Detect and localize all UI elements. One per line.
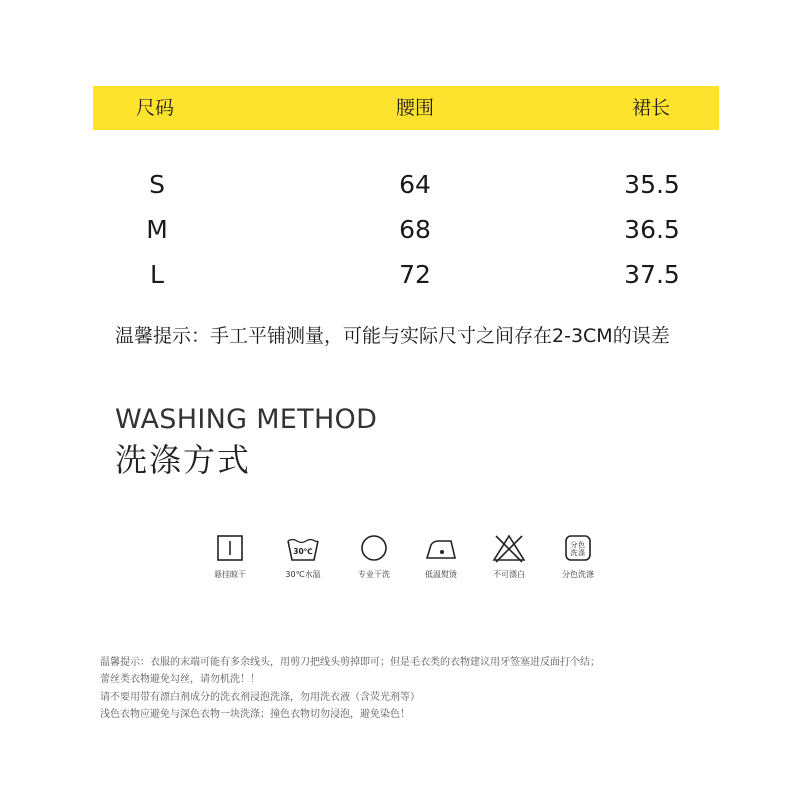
care-wash-30 bbox=[273, 533, 333, 589]
hang-dry-icon bbox=[215, 533, 245, 563]
header-waist: 腰围 bbox=[395, 97, 435, 119]
tip-line: 浅色衣物应避免与深色衣物一块洗涤；撞色衣物切勿浸泡，避免染色！ bbox=[100, 708, 410, 720]
care-label: 低温熨烫 bbox=[425, 570, 457, 579]
care-hang-dry bbox=[200, 533, 260, 589]
size-cell: L bbox=[150, 260, 164, 289]
length-cell: 37.5 bbox=[624, 260, 680, 289]
professional-dry-clean-icon bbox=[359, 533, 389, 563]
header-length: 裙长 bbox=[631, 97, 671, 119]
size-cell: M bbox=[146, 215, 168, 244]
low-temp-iron-icon bbox=[423, 533, 459, 563]
tip-line: 温馨提示：衣服的末端可能有多余线头，用剪刀把线头剪掉即可；但是毛衣类的衣物建议用牙签塞进反面打个结； bbox=[100, 657, 600, 668]
size-cell: S bbox=[149, 170, 165, 199]
table-row bbox=[0, 210, 800, 250]
table-row bbox=[0, 255, 800, 295]
length-cell: 36.5 bbox=[624, 215, 680, 244]
care-label: 专业干洗 bbox=[358, 570, 390, 579]
washing-title-cn: 洗涤方式 bbox=[115, 441, 252, 479]
care-low-iron bbox=[411, 533, 471, 589]
length-cell: 35.5 bbox=[624, 170, 680, 199]
tip-line: 请不要用带有漂白剂成分的洗衣剂浸泡洗涤，勿用洗衣液（含荧光剂等） bbox=[100, 691, 420, 703]
separate-wash-icon-text: 分色洗涤 bbox=[570, 541, 586, 557]
tip-line: 蕾丝类衣物避免勾丝，请勿机洗！！ bbox=[100, 674, 260, 686]
care-dry-clean bbox=[344, 533, 404, 589]
measurement-note: 温馨提示：手工平铺测量，可能与实际尺寸之间存在2-3CM的误差 bbox=[115, 325, 670, 347]
waist-cell: 68 bbox=[399, 215, 431, 244]
wash-30c-icon bbox=[285, 533, 321, 563]
care-label: 不可漂白 bbox=[493, 570, 525, 579]
waist-cell: 64 bbox=[399, 170, 431, 199]
care-label: 悬挂晾干 bbox=[214, 570, 246, 579]
do-not-bleach-icon bbox=[491, 533, 527, 563]
table-row bbox=[0, 165, 800, 205]
care-label: 30℃水温 bbox=[285, 570, 321, 579]
care-no-bleach bbox=[479, 533, 539, 589]
care-label: 分色洗涤 bbox=[562, 570, 594, 579]
wash-temp-text: 30℃ bbox=[293, 547, 313, 556]
header-size: 尺码 bbox=[135, 97, 175, 119]
washing-title-en: WASHING METHOD bbox=[115, 404, 378, 435]
waist-cell: 72 bbox=[399, 260, 431, 289]
care-tips bbox=[100, 654, 720, 723]
care-separate-wash bbox=[548, 533, 608, 589]
size-table-header bbox=[93, 86, 719, 130]
